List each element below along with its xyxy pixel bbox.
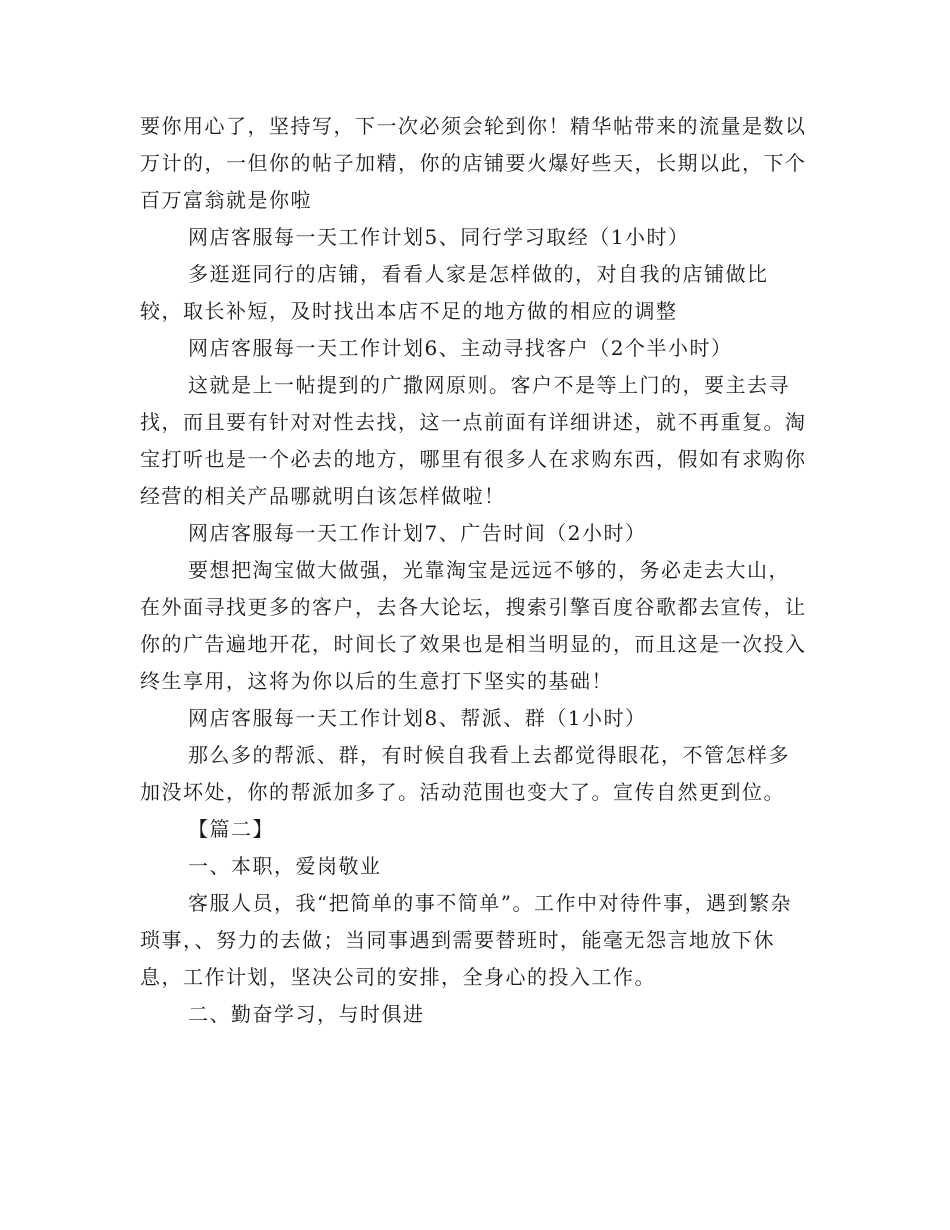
heading-plan-6: 网店客服每一天工作计划6、主动寻找客户（2个半小时） bbox=[188, 336, 733, 360]
heading-dedication: 一、本职，爱岗敬业 bbox=[188, 854, 382, 878]
heading-plan-5: 网店客服每一天工作计划5、同行学习取经（1小时） bbox=[188, 225, 690, 249]
heading-learning: 二、勤奋学习，与时俱进 bbox=[188, 1002, 425, 1026]
paragraph-dedication: 客服人员，我“把简单的事不简单”。工作中对待件事，遇到繁杂琐事，、努力的去做；当同事遇到需要替班时，能毫无怨言地放下休息，工作计划，坚决公司的安排，全身心的投入工作。 bbox=[140, 891, 792, 989]
paragraph-intro: 要你用心了，坚持写，下一次必须会轮到你！精华帖带来的流量是数以万计的，一但你的帖子加精，你的店铺要火爆好些天，长期以此，下个百万富翁就是你啦 bbox=[140, 114, 807, 212]
paragraph-plan-8: 那么多的帮派、群，有时候自我看上去都觉得眼花，不管怎样多加没坏处，你的帮派加多了。活动范围也变大了。宣传自然更到位。 bbox=[140, 743, 790, 804]
paragraph-plan-5: 多逛逛同行的店铺，看看人家是怎样做的，对自我的店铺做比较，取长补短，及时找出本店不足的地方做的相应的调整 bbox=[140, 262, 769, 323]
paragraph-plan-6: 这就是上一帖提到的广撒网原则。客户不是等上门的，要主去寻找，而且要有针对对性去找，这一点前面有详细讲述，就不再重复。淘宝打听也是一个必去的地方，哪里有很多人在求购东西，假如有求购你经营的相关产品哪就明白该怎样做啦！ bbox=[140, 373, 807, 508]
heading-plan-7: 网店客服每一天工作计划7、广告时间（2小时） bbox=[188, 521, 647, 545]
heading-plan-8: 网店客服每一天工作计划8、帮派、群（1小时） bbox=[188, 706, 647, 730]
section-title-part-two: 【篇二】 bbox=[188, 817, 274, 841]
paragraph-plan-7: 要想把淘宝做大做强，光靠淘宝是远远不够的，务必走去大山，在外面寻找更多的客户，去各大论坛，搜索引擎百度谷歌都去宣传，让你的广告遍地开花，时间长了效果也是相当明显的，而且这是一次投入终生享用，这将为你以后的生意打下坚实的基础！ bbox=[140, 558, 807, 693]
